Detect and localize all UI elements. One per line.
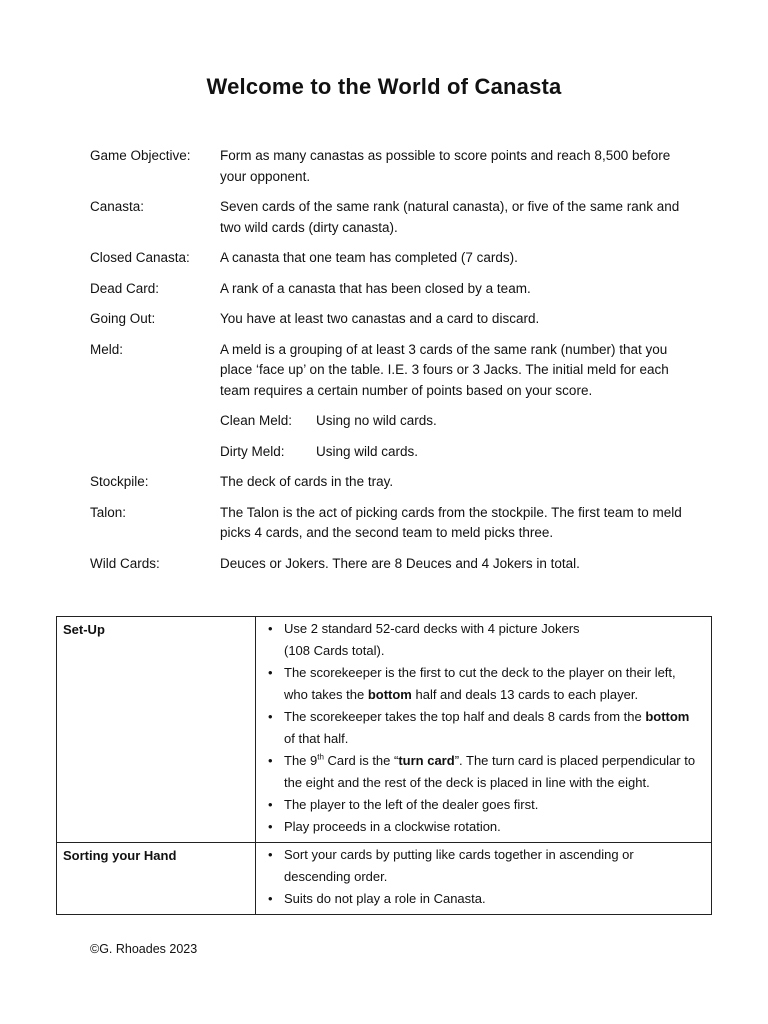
section-label: Set-Up bbox=[57, 617, 256, 843]
glossary-definition: A meld is a grouping of at least 3 cards of the same rank (number) that you place ‘face up’ on the table. I.E. 3 fours or 3 Jacks. The initial meld for each team requires a certain number of points based on your score. bbox=[220, 341, 669, 398]
bold-text: turn card bbox=[398, 753, 455, 768]
glossary-definition: A rank of a canasta that has been closed by a team. bbox=[220, 280, 531, 296]
bullet-text: (108 Cards total). bbox=[284, 643, 385, 658]
bullet-item bbox=[284, 706, 703, 750]
bullet-text: The 9 bbox=[284, 753, 318, 768]
glossary-term: Dead Card: bbox=[90, 280, 160, 296]
glossary-row bbox=[90, 554, 690, 575]
glossary-term: Talon: bbox=[90, 504, 127, 520]
glossary-row bbox=[90, 340, 690, 463]
glossary-subdefinition: Using no wild cards. bbox=[316, 413, 437, 428]
glossary-term: Canasta: bbox=[90, 199, 145, 214]
bullet-text: The player to the left of the dealer goes first. bbox=[284, 797, 539, 812]
superscript-text: th bbox=[317, 752, 324, 762]
bullet-list bbox=[266, 844, 703, 910]
glossary-subdefinition: Using wild cards. bbox=[316, 443, 419, 459]
bullet-text: The scorekeeper takes the top half and deals 8 cards from the bbox=[284, 709, 646, 724]
glossary-row bbox=[90, 146, 690, 187]
bullet-text: Suits do not play a role in Canasta. bbox=[284, 891, 486, 906]
bullet-text: ”. The turn card is placed perpendicular to the eight and the rest of the deck is placed in line with the eight. bbox=[284, 753, 696, 790]
bullet-item bbox=[284, 618, 703, 662]
glossary-term: Going Out: bbox=[90, 311, 156, 326]
glossary-subrow bbox=[220, 442, 690, 463]
rules-table bbox=[56, 616, 712, 915]
glossary-row bbox=[90, 197, 690, 238]
bullet-item bbox=[284, 844, 703, 888]
glossary-term: Wild Cards: bbox=[90, 555, 160, 571]
glossary-definition-block bbox=[220, 279, 690, 300]
bullet-item bbox=[284, 816, 703, 838]
section-label: Sorting your Hand bbox=[57, 843, 256, 915]
glossary-row bbox=[90, 248, 690, 269]
glossary-subterm: Dirty Meld: bbox=[220, 443, 285, 459]
glossary-definition-block bbox=[220, 554, 690, 575]
page-title: Welcome to the World of Canasta bbox=[206, 74, 562, 99]
section-body bbox=[256, 617, 712, 843]
rules-row bbox=[57, 843, 712, 915]
bullet-text: The scorekeeper is the first to cut the deck to the player on their left, who takes the bbox=[284, 665, 676, 702]
bullet-text: of that half. bbox=[284, 731, 349, 746]
bullet-list bbox=[266, 618, 703, 838]
glossary-definition-block bbox=[220, 146, 690, 187]
glossary-row bbox=[90, 309, 690, 330]
glossary-definition: You have at least two canastas and a card to discard. bbox=[220, 311, 540, 326]
bullet-item bbox=[284, 750, 703, 794]
glossary-definition: A canasta that one team has completed (7 cards). bbox=[220, 250, 518, 265]
bullet-text: Play proceeds in a clockwise rotation. bbox=[284, 819, 501, 834]
glossary-definition: The deck of cards in the tray. bbox=[220, 474, 394, 489]
bold-text: bottom bbox=[367, 687, 412, 702]
glossary-definition: Form as many canastas as possible to score points and reach 8,500 before your opponent. bbox=[220, 148, 671, 184]
glossary-term: Game Objective: bbox=[90, 148, 191, 163]
glossary-definition-block bbox=[220, 309, 690, 330]
bullet-item bbox=[284, 662, 703, 706]
bullet-item bbox=[284, 888, 703, 910]
section-body bbox=[256, 843, 712, 915]
glossary-definition: The Talon is the act of picking cards from the stockpile. The first team to meld picks 4 cards, and the second team to meld picks three. bbox=[220, 504, 682, 540]
glossary-definition: Deuces or Jokers. There are 8 Deuces and 4 Jokers in total. bbox=[220, 555, 580, 571]
glossary-definition: Seven cards of the same rank (natural canasta), or five of the same rank and two wild cards (dirty canasta). bbox=[220, 199, 680, 235]
glossary-term: Stockpile: bbox=[90, 474, 149, 489]
glossary-definition-block bbox=[220, 472, 690, 493]
glossary-definition-block bbox=[220, 197, 690, 238]
rules-row bbox=[57, 617, 712, 843]
bold-text: bottom bbox=[645, 709, 690, 724]
bullet-text: half and deals 13 cards to each player. bbox=[411, 687, 639, 702]
glossary-row bbox=[90, 503, 690, 544]
glossary-term: Meld: bbox=[90, 341, 124, 357]
glossary-definition-block bbox=[220, 248, 690, 269]
glossary-term: Closed Canasta: bbox=[90, 250, 190, 265]
bullet-text: Use 2 standard 52-card decks with 4 picture Jokers bbox=[284, 621, 580, 636]
glossary bbox=[90, 146, 690, 584]
bullet-item bbox=[284, 794, 703, 816]
glossary-subterm: Clean Meld: bbox=[220, 413, 293, 428]
glossary-subrow bbox=[220, 411, 690, 432]
glossary-row bbox=[90, 279, 690, 300]
glossary-definition-block bbox=[220, 340, 690, 463]
bullet-text: Card is the “ bbox=[323, 753, 399, 768]
glossary-definition-block bbox=[220, 503, 690, 544]
bullet-text: Sort your cards by putting like cards together in ascending or descending order. bbox=[284, 847, 634, 884]
glossary-row bbox=[90, 472, 690, 493]
copyright-footer: ©G. Rhoades 2023 bbox=[90, 942, 198, 956]
